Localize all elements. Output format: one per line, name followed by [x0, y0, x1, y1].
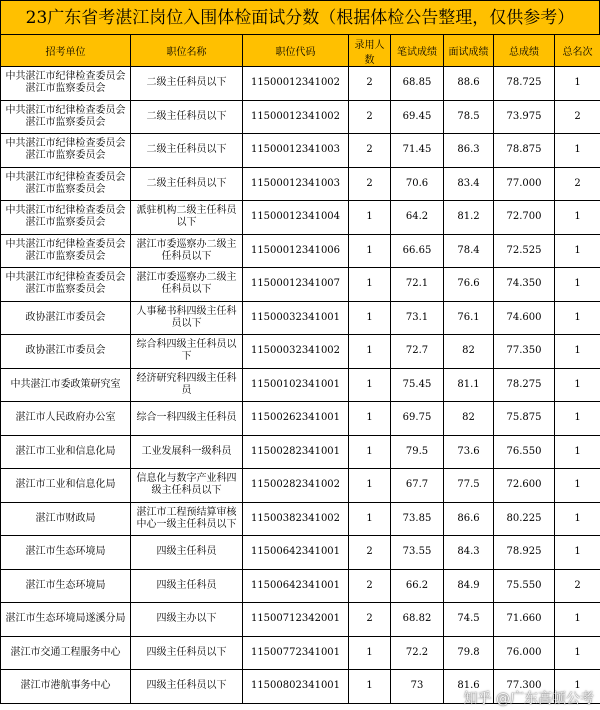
- cell-unit: 湛江市人民政府办公室: [1, 402, 131, 436]
- cell-total-score: 74.350: [494, 268, 555, 302]
- cell-hires: 2: [349, 67, 391, 101]
- header-row: [1, 35, 600, 67]
- cell-rank: 2: [555, 167, 600, 201]
- cell-hires: 1: [349, 368, 391, 402]
- cell-interview-score: 76.1: [444, 301, 494, 335]
- cell-written-score: 72.2: [391, 636, 444, 670]
- cell-code: 11500032341002: [243, 335, 349, 369]
- cell-position: 综合一科四级主任科员: [131, 402, 243, 436]
- cell-code: 11500012341003: [243, 167, 349, 201]
- cell-rank: 1: [555, 536, 600, 570]
- cell-rank: 2: [555, 569, 600, 603]
- cell-rank: 1: [555, 670, 600, 704]
- cell-rank: 1: [555, 268, 600, 302]
- cell-position: 二级主任科员以下: [131, 100, 243, 134]
- cell-total-score: 75.875: [494, 402, 555, 436]
- cell-code: 11500012341006: [243, 234, 349, 268]
- cell-unit: 中共湛江市纪律检查委员会湛江市监察委员会: [1, 100, 131, 134]
- table-row: [1, 67, 600, 101]
- cell-interview-score: 78.5: [444, 100, 494, 134]
- cell-unit: 中共湛江市纪律检查委员会湛江市监察委员会: [1, 234, 131, 268]
- cell-hires: 1: [349, 670, 391, 704]
- cell-interview-score: 74.5: [444, 603, 494, 637]
- cell-hires: 2: [349, 536, 391, 570]
- cell-position: 二级主任科员以下: [131, 67, 243, 101]
- cell-unit: 湛江市生态环境局遂溪分局: [1, 603, 131, 637]
- table-row: [1, 569, 600, 603]
- cell-interview-score: 86.3: [444, 134, 494, 168]
- table-row: [1, 502, 600, 536]
- cell-unit: 湛江市交通工程服务中心: [1, 636, 131, 670]
- cell-total-score: 76.000: [494, 636, 555, 670]
- cell-hires: 1: [349, 201, 391, 235]
- cell-interview-score: 88.6: [444, 67, 494, 101]
- page-title: 23广东省考湛江岗位入围体检面试分数（根据体检公告整理，仅供参考）: [0, 0, 600, 34]
- cell-position: 二级主任科员以下: [131, 134, 243, 168]
- cell-unit: 湛江市财政局: [1, 502, 131, 536]
- col-header-position: 职位名称: [131, 35, 243, 67]
- col-header-unit: 招考单位: [1, 35, 131, 67]
- cell-written-score: 71.45: [391, 134, 444, 168]
- cell-rank: 1: [555, 402, 600, 436]
- cell-rank: 1: [555, 134, 600, 168]
- cell-position: 经济研究科四级主任科员: [131, 368, 243, 402]
- table-row: [1, 201, 600, 235]
- table-row: [1, 435, 600, 469]
- cell-interview-score: 76.6: [444, 268, 494, 302]
- cell-interview-score: 81.1: [444, 368, 494, 402]
- cell-rank: 1: [555, 201, 600, 235]
- col-header-rank: 总名次: [555, 35, 600, 67]
- cell-rank: 1: [555, 368, 600, 402]
- cell-written-score: 68.85: [391, 67, 444, 101]
- cell-interview-score: 84.9: [444, 569, 494, 603]
- cell-code: 11500102341001: [243, 368, 349, 402]
- cell-code: 11500012341002: [243, 100, 349, 134]
- cell-position: 四级主任科员以下: [131, 636, 243, 670]
- score-table: [0, 34, 600, 704]
- cell-interview-score: 78.4: [444, 234, 494, 268]
- cell-hires: 1: [349, 636, 391, 670]
- cell-total-score: 77.000: [494, 167, 555, 201]
- cell-total-score: 74.600: [494, 301, 555, 335]
- cell-hires: 1: [349, 268, 391, 302]
- cell-code: 11500012341007: [243, 268, 349, 302]
- cell-written-score: 73.55: [391, 536, 444, 570]
- cell-rank: 1: [555, 636, 600, 670]
- cell-interview-score: 81.2: [444, 201, 494, 235]
- table-row: [1, 469, 600, 503]
- cell-rank: 1: [555, 301, 600, 335]
- table-row: [1, 100, 600, 134]
- cell-hires: 1: [349, 469, 391, 503]
- cell-position: 四级主任科员以下: [131, 670, 243, 704]
- cell-position: 四级主任科员: [131, 569, 243, 603]
- cell-written-score: 66.2: [391, 569, 444, 603]
- cell-written-score: 69.75: [391, 402, 444, 436]
- cell-unit: 中共湛江市纪律检查委员会湛江市监察委员会: [1, 201, 131, 235]
- table-row: [1, 402, 600, 436]
- cell-code: 11500712342001: [243, 603, 349, 637]
- cell-written-score: 72.7: [391, 335, 444, 369]
- cell-rank: 1: [555, 234, 600, 268]
- cell-unit: 政协湛江市委员会: [1, 335, 131, 369]
- table-row: [1, 536, 600, 570]
- table-row: [1, 335, 600, 369]
- cell-total-score: 77.350: [494, 335, 555, 369]
- cell-position: 综合科四级主任科员以下: [131, 335, 243, 369]
- cell-hires: 1: [349, 301, 391, 335]
- table-row: [1, 636, 600, 670]
- cell-unit: 中共湛江市纪律检查委员会湛江市监察委员会: [1, 268, 131, 302]
- cell-code: 11500012341004: [243, 201, 349, 235]
- cell-written-score: 75.45: [391, 368, 444, 402]
- cell-written-score: 67.7: [391, 469, 444, 503]
- cell-unit: 中共湛江市纪律检查委员会湛江市监察委员会: [1, 67, 131, 101]
- cell-interview-score: 79.8: [444, 636, 494, 670]
- cell-position: 湛江市工程预结算审核中心一级主任科员以下: [131, 502, 243, 536]
- cell-hires: 2: [349, 100, 391, 134]
- cell-hires: 1: [349, 335, 391, 369]
- cell-position: 信息化与数字产业科四级主任科员以下: [131, 469, 243, 503]
- cell-total-score: 78.275: [494, 368, 555, 402]
- cell-hires: 2: [349, 603, 391, 637]
- cell-code: 11500012341003: [243, 134, 349, 168]
- cell-hires: 1: [349, 502, 391, 536]
- cell-hires: 2: [349, 134, 391, 168]
- cell-position: 四级主办以下: [131, 603, 243, 637]
- cell-interview-score: 81.6: [444, 670, 494, 704]
- table-row: [1, 134, 600, 168]
- col-header-hires: 录用人数: [349, 35, 391, 67]
- cell-hires: 2: [349, 167, 391, 201]
- cell-hires: 1: [349, 234, 391, 268]
- cell-rank: 1: [555, 335, 600, 369]
- cell-written-score: 73.1: [391, 301, 444, 335]
- cell-unit: 湛江市生态环境局: [1, 569, 131, 603]
- cell-code: 11500642341001: [243, 536, 349, 570]
- cell-interview-score: 82: [444, 335, 494, 369]
- cell-total-score: 72.525: [494, 234, 555, 268]
- cell-total-score: 78.875: [494, 134, 555, 168]
- cell-code: 11500012341002: [243, 67, 349, 101]
- cell-written-score: 79.5: [391, 435, 444, 469]
- cell-total-score: 76.550: [494, 435, 555, 469]
- cell-interview-score: 83.4: [444, 167, 494, 201]
- cell-code: 11500262341001: [243, 402, 349, 436]
- cell-written-score: 73: [391, 670, 444, 704]
- cell-total-score: 77.300: [494, 670, 555, 704]
- col-header-total: 总成绩: [494, 35, 555, 67]
- table-row: [1, 268, 600, 302]
- cell-hires: 2: [349, 569, 391, 603]
- cell-code: 11500382341002: [243, 502, 349, 536]
- cell-unit: 中共湛江市纪律检查委员会湛江市监察委员会: [1, 167, 131, 201]
- cell-interview-score: 84.3: [444, 536, 494, 570]
- cell-position: 派驻机构二级主任科员以下: [131, 201, 243, 235]
- cell-total-score: 80.225: [494, 502, 555, 536]
- cell-written-score: 73.85: [391, 502, 444, 536]
- table-row: [1, 603, 600, 637]
- cell-total-score: 75.550: [494, 569, 555, 603]
- cell-position: 人事秘书科四级主任科员以下: [131, 301, 243, 335]
- cell-unit: 湛江市工业和信息化局: [1, 435, 131, 469]
- cell-hires: 1: [349, 435, 391, 469]
- cell-written-score: 69.45: [391, 100, 444, 134]
- cell-total-score: 78.925: [494, 536, 555, 570]
- cell-code: 11500772341001: [243, 636, 349, 670]
- cell-interview-score: 77.5: [444, 469, 494, 503]
- cell-code: 11500642341001: [243, 569, 349, 603]
- cell-written-score: 66.65: [391, 234, 444, 268]
- cell-rank: 1: [555, 67, 600, 101]
- cell-total-score: 72.700: [494, 201, 555, 235]
- cell-rank: 1: [555, 435, 600, 469]
- cell-position: 二级主任科员以下: [131, 167, 243, 201]
- table-row: [1, 301, 600, 335]
- cell-written-score: 68.82: [391, 603, 444, 637]
- cell-total-score: 71.660: [494, 603, 555, 637]
- cell-code: 11500282341002: [243, 469, 349, 503]
- cell-unit: 湛江市工业和信息化局: [1, 469, 131, 503]
- cell-rank: 2: [555, 100, 600, 134]
- cell-rank: 1: [555, 502, 600, 536]
- cell-unit: 湛江市生态环境局: [1, 536, 131, 570]
- col-header-interview: 面试成绩: [444, 35, 494, 67]
- col-header-code: 职位代码: [243, 35, 349, 67]
- cell-unit: 政协湛江市委员会: [1, 301, 131, 335]
- watermark: 知乎 @广东高顿公考: [463, 691, 594, 707]
- table-row: [1, 167, 600, 201]
- cell-total-score: 78.725: [494, 67, 555, 101]
- cell-code: 11500802341001: [243, 670, 349, 704]
- cell-position: 湛江市委巡察办二级主任科员以下: [131, 234, 243, 268]
- cell-total-score: 73.975: [494, 100, 555, 134]
- cell-total-score: 72.600: [494, 469, 555, 503]
- cell-position: 四级主任科员: [131, 536, 243, 570]
- cell-written-score: 64.2: [391, 201, 444, 235]
- cell-rank: 1: [555, 469, 600, 503]
- cell-written-score: 72.1: [391, 268, 444, 302]
- cell-code: 11500282341001: [243, 435, 349, 469]
- cell-rank: 1: [555, 603, 600, 637]
- cell-hires: 1: [349, 402, 391, 436]
- cell-position: 湛江市委巡察办二级主任科员以下: [131, 268, 243, 302]
- cell-written-score: 70.6: [391, 167, 444, 201]
- table-row: [1, 234, 600, 268]
- cell-interview-score: 86.6: [444, 502, 494, 536]
- col-header-written: 笔试成绩: [391, 35, 444, 67]
- cell-interview-score: 73.6: [444, 435, 494, 469]
- cell-interview-score: 82: [444, 402, 494, 436]
- cell-code: 11500032341001: [243, 301, 349, 335]
- cell-unit: 中共湛江市委政策研究室: [1, 368, 131, 402]
- cell-position: 工业发展科一级科员: [131, 435, 243, 469]
- table-row: [1, 368, 600, 402]
- cell-unit: 湛江市港航事务中心: [1, 670, 131, 704]
- cell-unit: 中共湛江市纪律检查委员会湛江市监察委员会: [1, 134, 131, 168]
